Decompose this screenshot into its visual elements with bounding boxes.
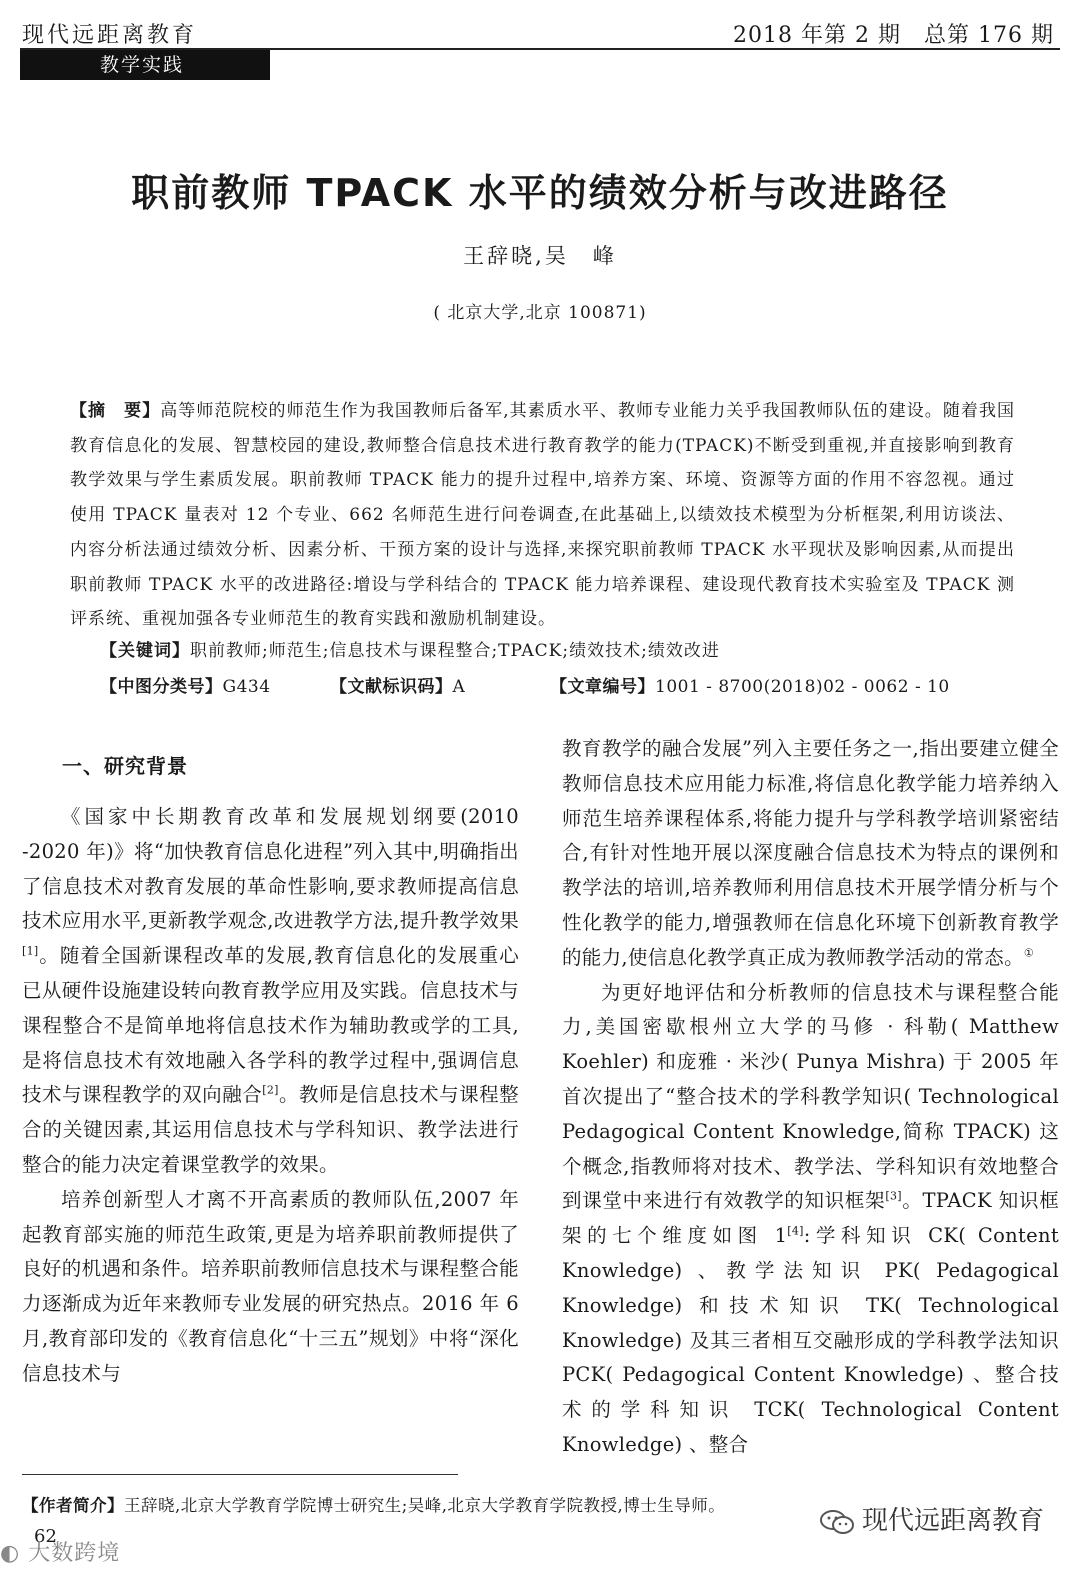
article-title: 职前教师 TPACK 水平的绩效分析与改进路径: [131, 171, 949, 215]
citation[interactable]: [2]: [262, 1083, 279, 1097]
footnote-marker[interactable]: ①: [1023, 946, 1035, 960]
author-note-text: 王辞晓,北京大学教育学院博士研究生;吴峰,北京大学教育学院教授,博士生导师。: [124, 1496, 726, 1515]
paragraph: 教育教学的融合发展”列入主要任务之一,指出要建立健全教师信息技术应用能力标准,将信息化教学能力培养纳入师范生培养课程体系,将能力提升与学科教学培训紧密结合,有针对性地开展以深度融合信息技术为特点的课例和教学法的培训,培养教师利用信息技术开展学情分析与个性化教学的能力,增强教师在信息化环境下创新教育教学的能力,使信息化教学真正成为教师教学活动的常态。①: [562, 737, 1059, 969]
doc-code-tag: 【文献标识码】: [330, 677, 453, 697]
citation[interactable]: [1]: [22, 944, 39, 958]
keywords-text: 职前教师;师范生;信息技术与课程整合;TPACK;绩效技术;绩效改进: [190, 641, 720, 661]
document-code: [330, 672, 465, 697]
author-note: [22, 1492, 725, 1516]
clc-value: G434: [222, 677, 271, 697]
section-label: 教学实践: [20, 50, 270, 80]
abstract-tag: 【摘 要】: [70, 401, 161, 421]
keywords: [100, 636, 720, 661]
issue-info: 2018 年第 2 期 总第 176 期: [733, 23, 1054, 48]
page-number: 62: [34, 1526, 57, 1547]
abstract: [70, 394, 1015, 637]
article-number: [550, 672, 950, 697]
right-column: [562, 732, 1059, 1463]
article-affiliation: ( 北京大学,北京 100871): [433, 303, 647, 323]
paragraph: 培养创新型人才离不开高素质的教师队伍,2007 年起教育部实施的师范生政策,更是为培养职前教师提供了良好的机遇和条件。培养职前教师信息技术与课程整合能力逐渐成为近年来教师专业发展的研究热点。2016 年 6 月,教育部印发的《教育信息化“十三五”规划》中将“深化信息技术与: [22, 1187, 519, 1385]
citation[interactable]: [3]: [885, 1189, 902, 1203]
site-watermark: ◐ 大数跨境: [0, 1541, 121, 1566]
section-heading: 一、研究背景: [62, 754, 188, 778]
clc-number: [100, 672, 271, 697]
journal-name: 现代远距离教育: [22, 23, 198, 48]
keywords-tag: 【关键词】: [100, 641, 190, 661]
wechat-icon: [820, 1509, 854, 1535]
abstract-text: 高等师范院校的师范生作为我国教师后备军,其素质水平、教师专业能力关乎我国教师队伍的建设。随着我国教育信息化的发展、智慧校园的建设,教师整合信息技术进行教育教学的能力(TPACK)不断受到重视,并直接影响到教育教学效果与学生素质发展。职前教师 TPACK 能力的提升过程中,培养方案、环境、资源等方面的作用不容忽视。通过使用 TPACK 量表对 12 个专业、662 名师范生进行问卷调查,在此基础上,以绩效技术模型为分析框架,利用访谈法、内容分析法通过绩效分析、因素分析、干预方案的设计与选择,来探究职前教师 TPACK 水平现状及影响因素,从而提出职前教师 TPACK 水平的改进路径:增设与学科结合的 TPACK 能力培养课程、建设现代教育技术实验室及 TPACK 测评系统、重视加强各专业师范生的教育实践和激励机制建设。: [70, 401, 1015, 630]
citation[interactable]: [4]: [787, 1224, 804, 1238]
author-note-tag: 【作者简介】: [22, 1496, 124, 1515]
clc-tag: 【中图分类号】: [100, 677, 223, 697]
article-authors: 王辞晓,吴 峰: [463, 244, 617, 268]
doc-code-value: A: [452, 677, 466, 697]
site-logo-icon: ◐: [0, 1541, 29, 1566]
footnote-rule: [22, 1474, 458, 1475]
paragraph: 为更好地评估和分析教师的信息技术与课程整合能力,美国密歇根州立大学的马修 · 科勒( Matthew Koehler) 和庞雅 · 米沙( Punya Mishra) 于 2005 年首次提出了“整合技术的学科教学知识( Technological Pedagogical Content Knowledge,简称 TPACK) 这个概念,指教师将对技术、教学法、学科知识有效地整合到课堂中来进行有效教学的知识框架[3]。TPACK 知识框架的七个维度如图 1[4]:学科知识 CK( Content Knowledge) 、教学法知识 PK( Pedagogical Knowledge) 和技术知识 TK( Technological Knowledge) 及其三者相互交融形成的学科教学法知识 PCK( Pedagogical Content Knowledge) 、整合技术的学科知识 TCK( Technological Content Knowledge) 、整合: [562, 980, 1059, 1456]
article-no-value: 1001 - 8700(2018)02 - 0062 - 10: [655, 677, 950, 697]
left-column: [22, 800, 519, 1392]
wechat-watermark: 现代远距离教育: [820, 1500, 1044, 1537]
paragraph: 《国家中长期教育改革和发展规划纲要(2010 -2020 年)》将“加快教育信息化进程”列入其中,明确指出了信息技术对教育发展的革命性影响,要求教师提高信息技术应用水平,更新教学观念,改进教学方法,提升教学效果[1]。随着全国新课程改革的发展,教育信息化的发展重心已从硬件设施建设转向教育教学应用及实践。信息技术与课程整合不是简单地将信息技术作为辅助教或学的工具,是将信息技术有效地融入各学科的教学过程中,强调信息技术与课程教学的双向融合[2]。教师是信息技术与课程整合的关键因素,其运用信息技术与学科知识、教学法进行整合的能力决定着课堂教学的效果。: [22, 805, 519, 1176]
article-no-tag: 【文章编号】: [550, 677, 655, 697]
